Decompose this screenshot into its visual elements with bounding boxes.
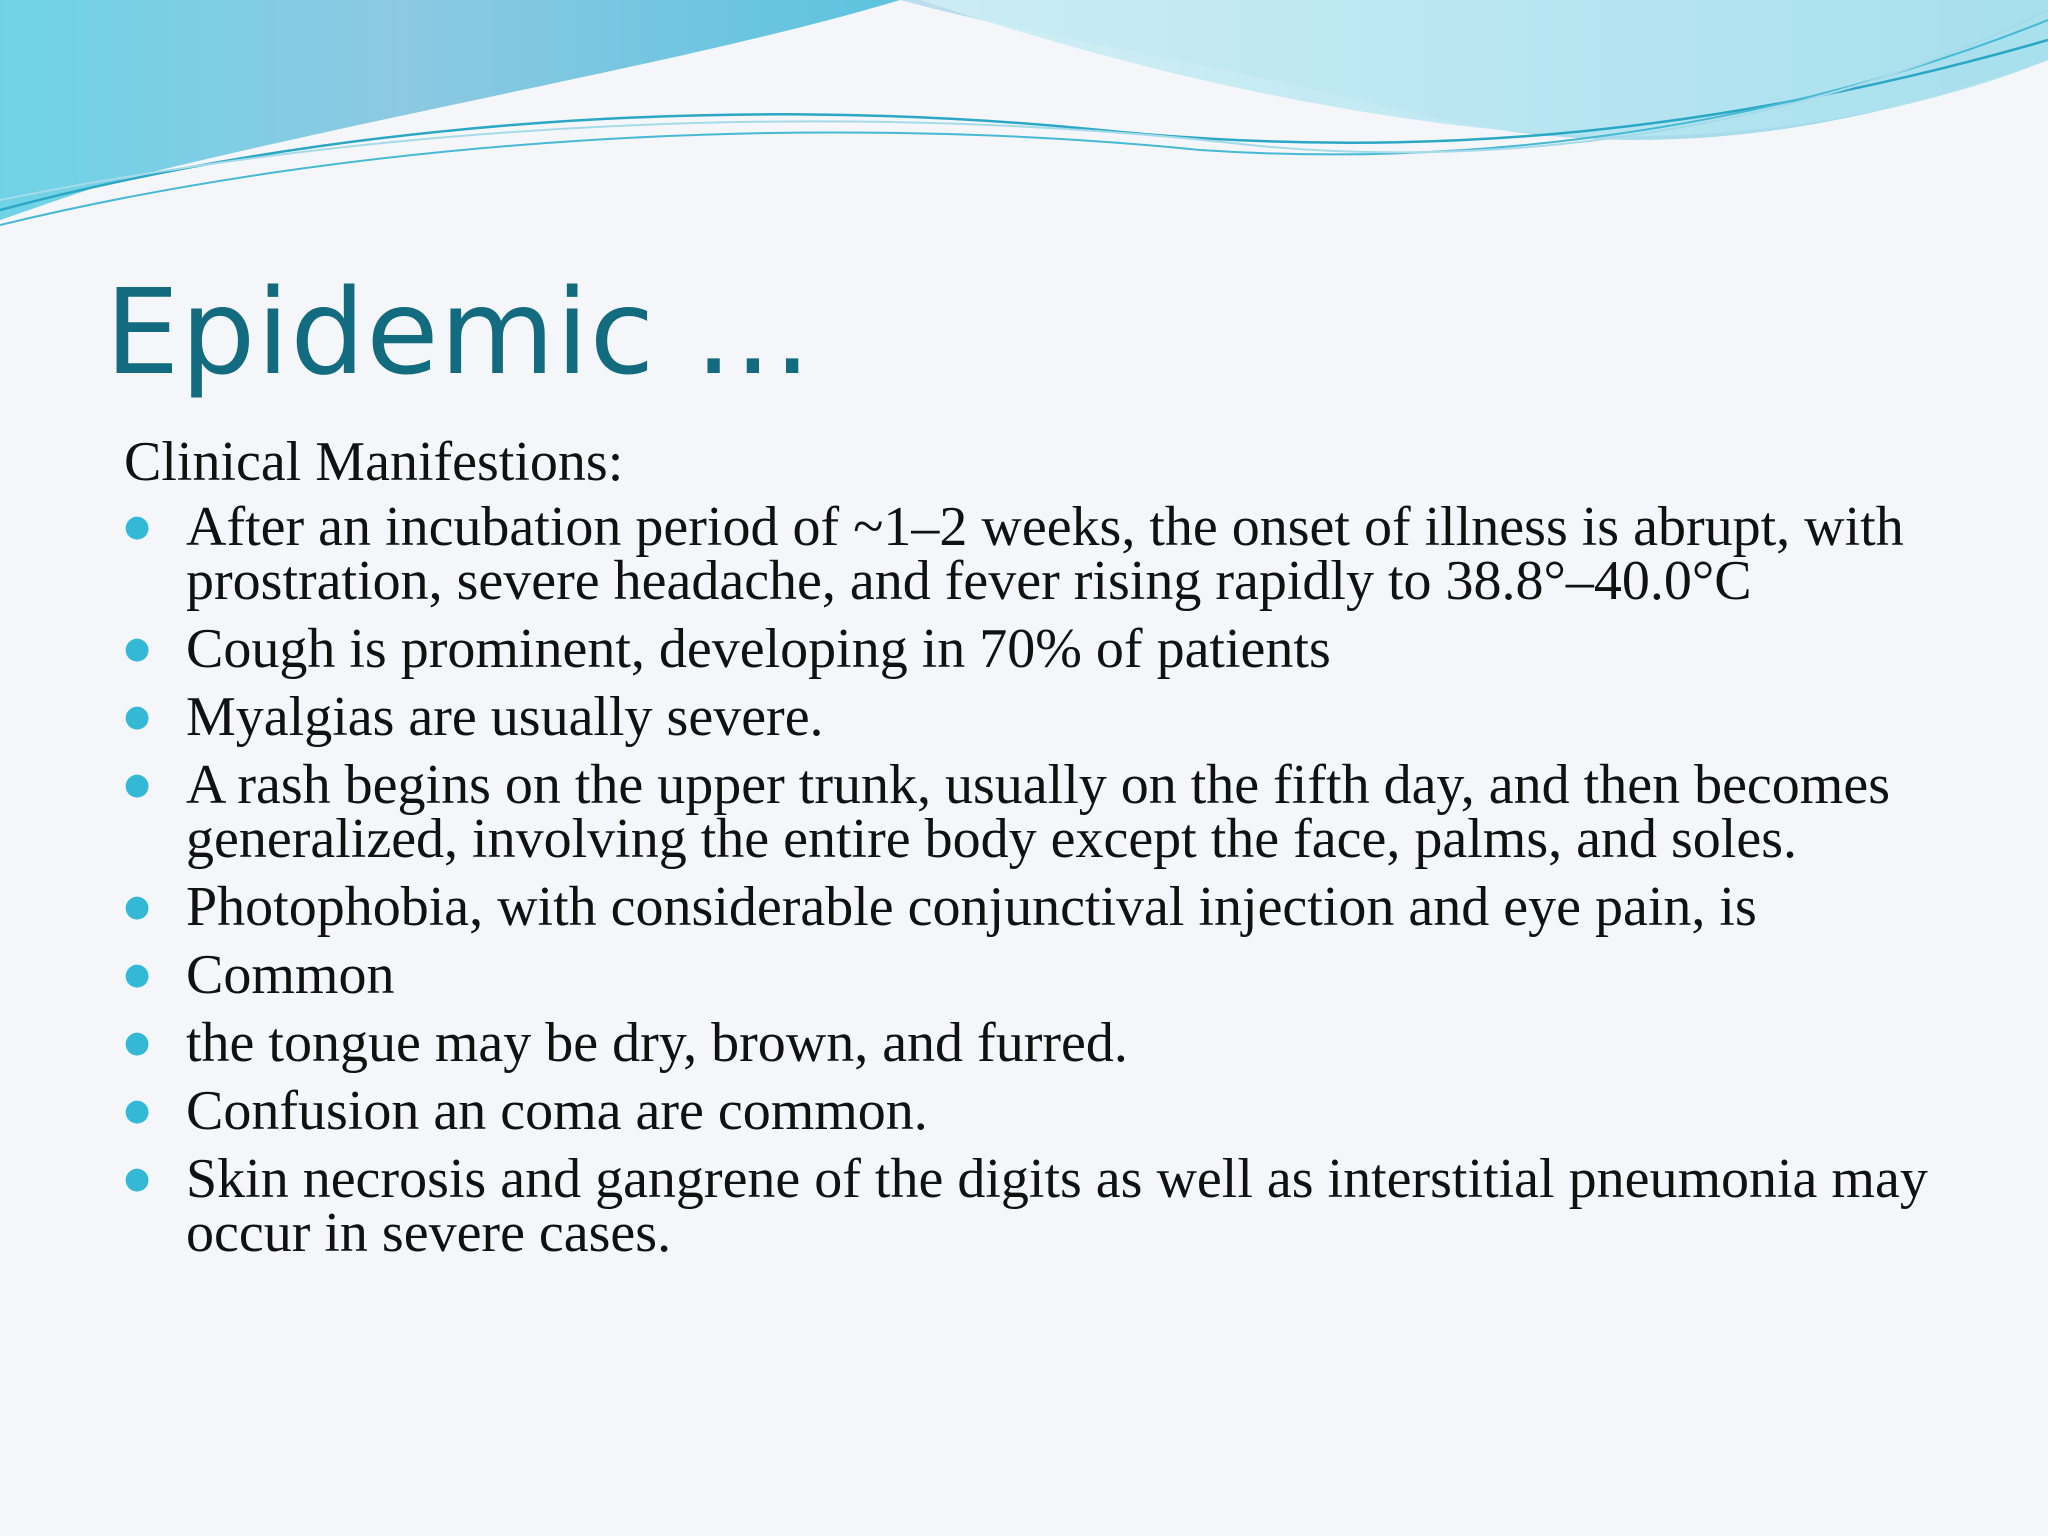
- bullet-item: [124, 944, 2004, 1006]
- header-wave-decoration: [0, 0, 2048, 260]
- bullet-text: Confusion an coma are common.: [186, 1080, 928, 1142]
- bullet-text: Common: [186, 944, 395, 1006]
- bullet-dot-icon: ●: [124, 509, 151, 544]
- bullet-dot-icon: ●: [124, 699, 151, 734]
- bullet-dot-icon: ●: [124, 889, 151, 924]
- bullet-item: [124, 686, 2004, 748]
- bullet-item: [124, 1012, 2004, 1074]
- bullet-text: Skin necrosis and gangrene of the digits as well as interstitial pneumonia may occur in severe cases.: [186, 1148, 1928, 1264]
- bullet-item: [124, 618, 2004, 680]
- bullet-dot-icon: ●: [124, 1161, 151, 1196]
- bullet-dot-icon: ●: [124, 631, 151, 666]
- bullet-dot-icon: ●: [124, 767, 151, 802]
- bullet-dot-icon: ●: [124, 1025, 151, 1060]
- bullet-item: [124, 496, 2004, 612]
- bullet-item: [124, 876, 2004, 938]
- bullet-list: [124, 496, 2004, 1264]
- bullet-item: [124, 754, 2004, 870]
- bullet-text: Myalgias are usually severe.: [186, 686, 824, 748]
- slide-title: Epidemic …: [105, 263, 813, 401]
- bullet-text: Cough is prominent, developing in 70% of patients: [186, 618, 1331, 680]
- slide-body: [124, 432, 2004, 1274]
- section-heading: Clinical Manifestions:: [124, 431, 624, 493]
- bullet-text: Photophobia, with considerable conjunctival injection and eye pain, is: [186, 876, 1757, 938]
- bullet-dot-icon: ●: [124, 1093, 151, 1128]
- bullet-text: the tongue may be dry, brown, and furred.: [186, 1012, 1128, 1074]
- bullet-text: A rash begins on the upper trunk, usually on the fifth day, and then becomes generalized, involving the entire body except the face, palms, and soles.: [186, 754, 1890, 870]
- bullet-item: [124, 1080, 2004, 1142]
- bullet-item: [124, 1148, 2004, 1264]
- bullet-text: After an incubation period of ~1–2 weeks, the onset of illness is abrupt, with prostration, severe headache, and fever rising rapidly to 38.8°–40.0°C: [186, 496, 1904, 612]
- bullet-dot-icon: ●: [124, 957, 151, 992]
